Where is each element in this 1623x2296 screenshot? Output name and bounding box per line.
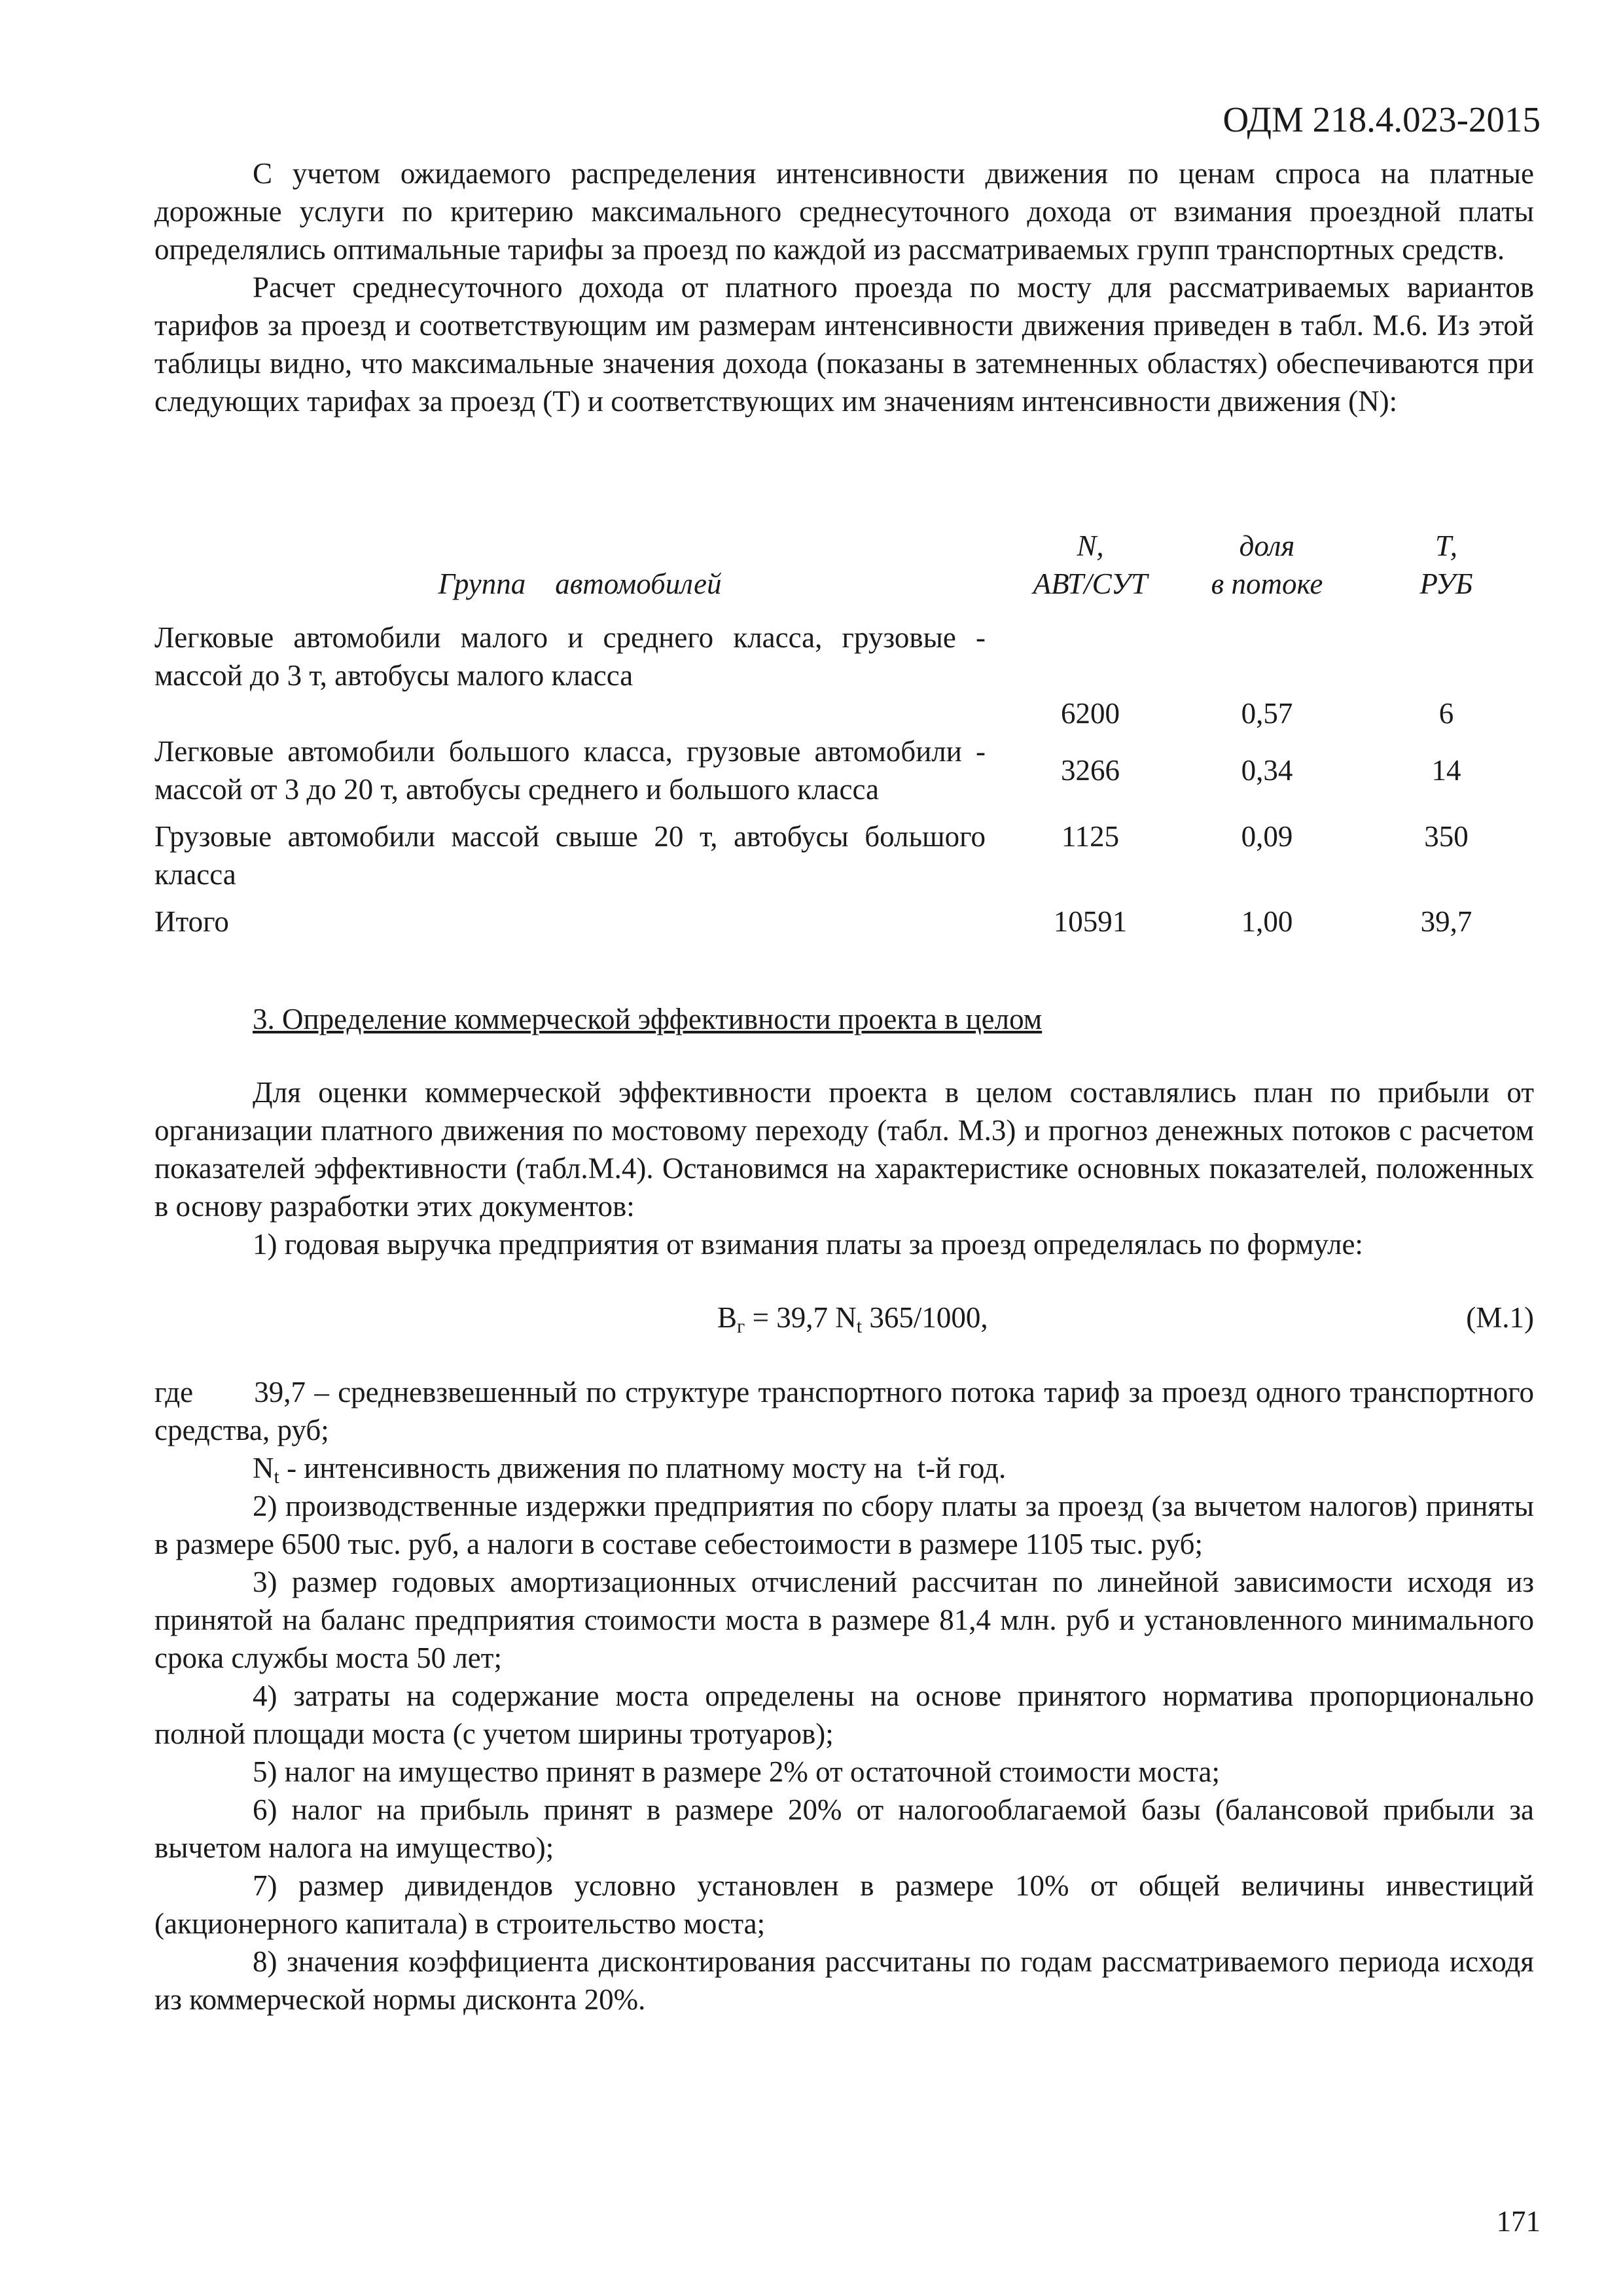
list-item: 7) размер дивидендов условно установлен в размере 10% от общей величины инвестиций (акционерного капитала) в строительство моста; xyxy=(154,1869,1534,1940)
row-group: Легковые автомобили большого класса, грузовые автомобили - массой от 3 до 20 т, автобусы среднего и большого класса xyxy=(154,735,986,806)
intro-paragraph-2: Расчет среднесуточного дохода от платного проезда по мосту для рассматриваемых вариантов тарифов за проезд и соответствующим им размерам интенсивности движения приведен в табл. М.6. Из этой таблицы видно, что максимальные значения дохода (показаны в затемненных областях) обеспечиваются при следующих тарифах за проезд (Т) и соответствующих им значениям интенсивности движения (N): xyxy=(154,271,1534,418)
list-item: 8) значения коэффициента дисконтирования рассчитаны по годам рассматриваемого периода исходя из коммерческой нормы дисконта 20%. xyxy=(154,1945,1534,2016)
row-group: Легковые автомобили малого и среднего класса, грузовые - массой до 3 т, автобусы малого класса xyxy=(154,621,986,692)
list-item: 6) налог на прибыль принят в размере 20% от налогооблагаемой базы (балансовой прибыли за вычетом налога на имущество); xyxy=(154,1793,1534,1864)
body-paragraph-1: Для оценки коммерческой эффективности проекта в целом составлялись план по прибыли от организации платного движения по мостовому переходу (табл. М.3) и прогноз денежных потоков с расчетом показателей эффективности (табл.М.4). Остановимся на характеристике основных показателей, положенных в основу разработки этих документов: xyxy=(154,1076,1534,1223)
row-n: 3266 xyxy=(1061,754,1120,787)
row-t: 14 xyxy=(1431,754,1461,787)
table-row xyxy=(154,732,1534,817)
row-n: 1125 xyxy=(1061,820,1120,853)
formula-number: (М.1) xyxy=(1466,1301,1534,1334)
row-n: 10591 xyxy=(1053,905,1128,938)
row-share: 1,00 xyxy=(1241,905,1293,938)
row-share: 0,09 xyxy=(1241,820,1293,853)
document-code: ОДМ 218.4.023-2015 xyxy=(1222,99,1541,139)
nt-definition: $N_t$ - интенсивность движения по платному мосту на t-й год. xyxy=(253,1452,1007,1488)
section-title: 3. Определение коммерческой эффективности проекта в целом xyxy=(253,1003,1043,1035)
row-group: Грузовые автомобили массой свыше 20 т, автобусы большого класса xyxy=(154,820,986,891)
header-share: доля в потоке xyxy=(1211,529,1323,600)
list-item: 3) размер годовых амортизационных отчислений рассчитан по линейной зависимости исходя из принятой на баланс предприятия стоимости моста в размере 81,4 млн. руб и установленного минимального срока службы моста 50 лет; xyxy=(154,1566,1534,1674)
intro-paragraph-1: С учетом ожидаемого распределения интенсивности движения по ценам спроса на платные дорожные услуги по критерию максимального среднесуточного дохода от взимания проездной платы определялись оптимальные тарифы за проезд по каждой из рассматриваемых групп транспортных средств. xyxy=(154,157,1534,266)
header-group: Группа автомобилей xyxy=(438,567,722,600)
formula-line xyxy=(154,1299,1534,1338)
row-group: Итого xyxy=(154,905,229,938)
table-row xyxy=(154,619,1534,732)
page-number: 171 xyxy=(1496,2205,1541,2238)
body-text xyxy=(154,1073,1534,1263)
list-item: 2) производственные издержки предприятия по сбору платы за проезд (за вычетом налогов) приняты в размере 6500 тыс. руб, а налоги в составе себестоимости в размере 1105 тыс. руб; xyxy=(154,1490,1534,1560)
row-t: 6 xyxy=(1438,697,1454,730)
header-n: N, АВТ/СУТ xyxy=(1033,529,1148,600)
table-total-row xyxy=(154,903,1534,950)
table-header-row xyxy=(154,527,1534,619)
list-item: 4) затраты на содержание моста определены на основе принятого норматива пропорционально полной площади моста (с учетом ширины тротуаров); xyxy=(154,1679,1534,1750)
intro-text xyxy=(154,154,1534,420)
vehicle-group-table xyxy=(154,527,1534,950)
row-share: 0,34 xyxy=(1241,754,1293,787)
list-item: 5) налог на имущество принят в размере 2% от остаточной стоимости моста; xyxy=(253,1755,1221,1788)
row-n: 6200 xyxy=(1061,697,1120,730)
header-t: Т, РУБ xyxy=(1419,529,1473,600)
row-t: 350 xyxy=(1424,820,1469,853)
row-share: 0,57 xyxy=(1241,697,1293,730)
indicator-list xyxy=(154,1373,1542,2018)
row-t: 39,7 xyxy=(1420,905,1472,938)
where-clause: где 39,7 – средневзвешенный по структуре транспортного потока тариф за проезд одного транспортного средства, руб; xyxy=(154,1376,1542,1446)
table-row xyxy=(154,817,1534,903)
formula: $В_г = 39,7$ $N_t$ 365/1000, xyxy=(717,1301,988,1337)
body-paragraph-2: 1) годовая выручка предприятия от взимания платы за проезд определялась по формуле: xyxy=(253,1228,1363,1261)
